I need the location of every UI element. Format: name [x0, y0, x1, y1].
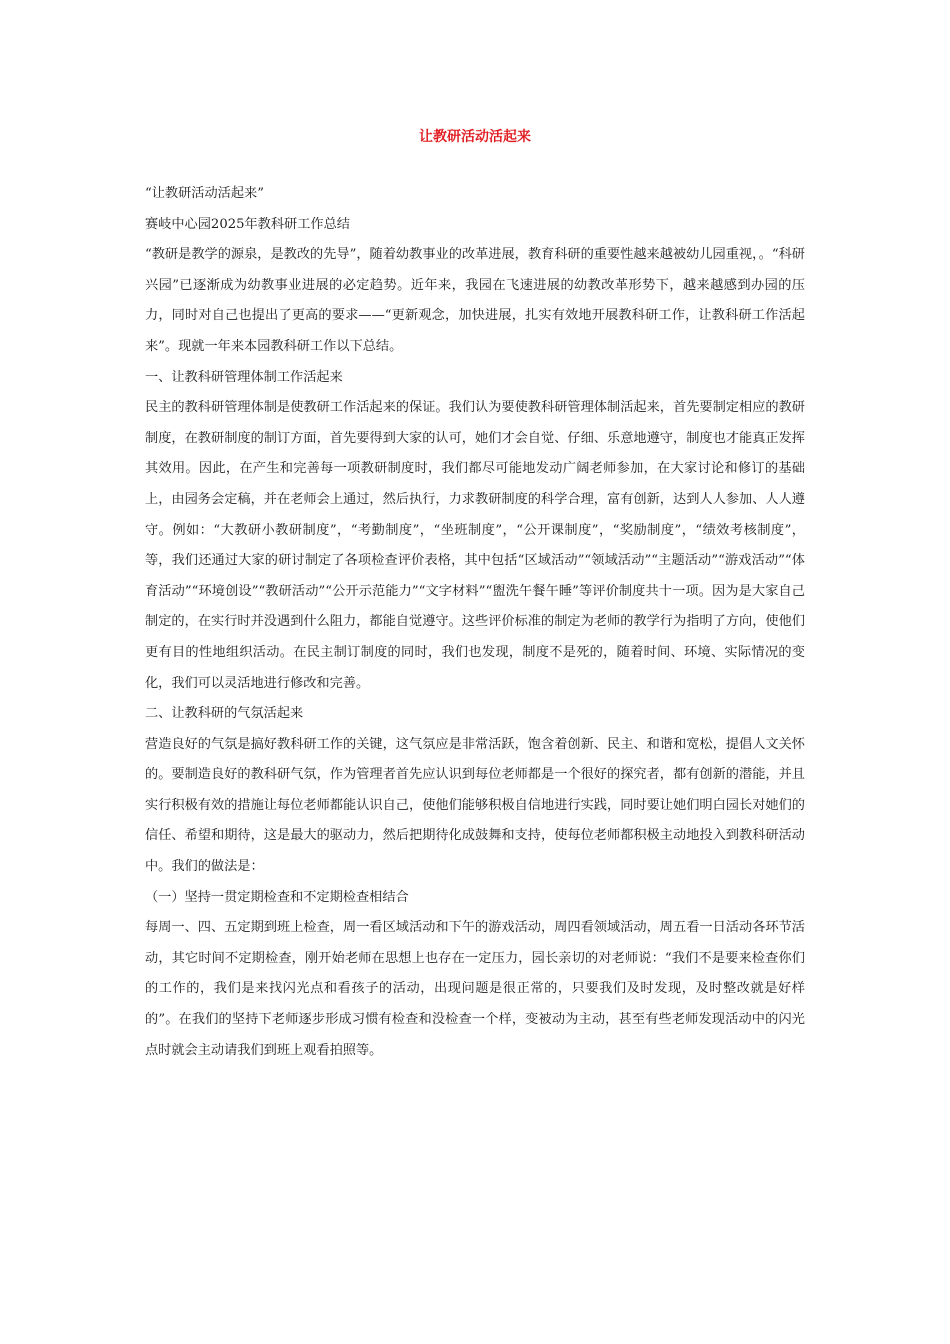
section-1-paragraph: 民主的教科研管理体制是使教研工作活起来的保证。我们认为要使教科研管理体制活起来，首先要制定相应的教研制度，在教研制度的制订方面，首先要得到大家的认可，她们才会自觉、仔细、乐意地遵守，制度也才能真正发挥其效用。因此，在产生和完善每一项教研制度时，我们都尽可能地发动广阔老师参加，在大家讨论和修订的基础上，由园务会定稿，并在老师会上通过，然后执行，力求教研制度的科学合理，富有创新，达到人人参加、人人遵守。例如：“大教研小教研制度”，“考勤制度”，“坐班制度”，“公开课制度”，“奖励制度”，“绩效考核制度”，等，我们还通过大家的研讨制定了各项检查评价表格，其中包括“区域活动”“领域活动”“主题活动”“游戏活动”“体育活动”“环境创设”“教研活动”“公开示范能力”“文字材料”“盥洗午餐午睡”等评价制度共十一项。因为是大家自己制定的，在实行时并没遇到什么阻力，都能自觉遵守。这些评价标准的制定为老师的教学行为指明了方向，使他们更有目的性地组织活动。在民主制订制度的同时，我们也发现，制度不是死的，随着时间、环境、实际情况的变化，我们可以灵活地进行修改和完善。 [145, 400, 805, 691]
section-heading-2: 二、让教科研的气氛活起来 [145, 706, 304, 722]
quote-heading: “让教研活动活起来” [145, 186, 264, 201]
subsection-heading-1: （一）坚持一贯定期检查和不定期检查相结合 [145, 889, 409, 905]
document-body [145, 179, 805, 1066]
section-2-paragraph: 营造良好的气氛是搞好教科研工作的关键，这气氛应是非常活跃，饱含着创新、民主、和谐和宽松，提倡人文关怀的。要制造良好的教科研气氛，作为管理者首先应认识到每位老师都是一个很好的探究者，都有创新的潜能，并且实行积极有效的措施让每位老师都能认识自己，使他们能够积极自信地进行实践，同时要让她们明白园长对她们的信任、希望和期待，这是最大的驱动力，然后把期待化成鼓舞和支持，使每位老师都积极主动地投入到教科研活动中。我们的做法是： [145, 736, 805, 875]
subsection-1-paragraph: 每周一、四、五定期到班上检查，周一看区域活动和下午的游戏活动，周四看领域活动，周五看一日活动各环节活动，其它时间不定期检查，刚开始老师在思想上也存在一定压力，园长亲切的对老师说：“我们不是要来检查你们的工作的，我们是来找闪光点和看孩子的活动，出现问题是很正常的，只要我们及时发现，及时整改就是好样的”。在我们的坚持下老师逐步形成习惯有检查和没检查一个样，变被动为主动，甚至有些老师发现活动中的闪光点时就会主动请我们到班上观看拍照等。 [145, 920, 805, 1058]
intro-paragraph: “教研是教学的源泉，是教改的先导”，随着幼教事业的改革进展，教育科研的重要性越来越被幼儿园重视，。“科研兴园”已逐渐成为幼教事业进展的必定趋势。近年来，我园在飞速进展的幼教改革形势下，越来越感到办园的压力，同时对自己也提出了更高的要求——“更新观念，加快进展，扎实有效地开展教科研工作，让教科研工作活起来”。现就一年来本园教科研工作以下总结。 [145, 247, 805, 354]
section-heading-1: 一、让教科研管理体制工作活起来 [145, 369, 343, 385]
document-title: 让教研活动活起来 [419, 129, 531, 145]
subtitle-line: 赛岐中心园2025年教科研工作总结 [145, 216, 350, 232]
